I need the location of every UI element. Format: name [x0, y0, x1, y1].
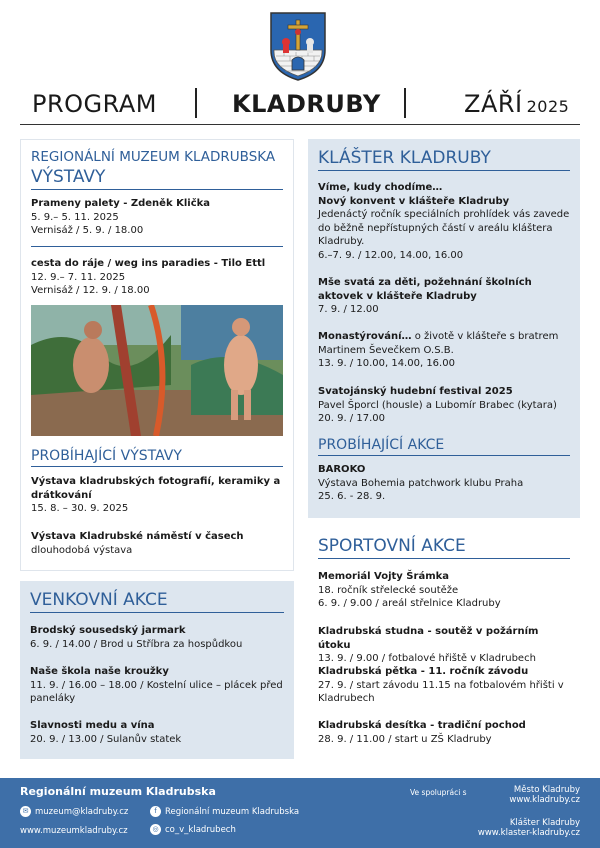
- year-label: 2025: [526, 97, 570, 116]
- footer-facebook[interactable]: f Regionální muzeum Kladrubska: [150, 806, 299, 817]
- sport-event: Kladrubská pětka - 11. ročník závodu 27. 9. / start závodu 11.15 na fotbalovém hřišti v Kladrubech: [318, 666, 564, 704]
- exhibition-painting: [31, 305, 283, 436]
- event-item: Naše škola naše kroužky 11. 9. / 16.00 – 18.00 / Kostelní ulice – plácek před paneláky: [30, 666, 283, 704]
- header-divider: [404, 88, 406, 118]
- sport-event: Kladrubská studna - soutěž v požárním útoku 13. 9. / 9.00 / fotbalové hřiště v Kladrubech: [318, 626, 539, 664]
- footer-town: Město Kladruby www.kladruby.cz: [509, 785, 580, 805]
- exhibition-item: Prameny palety - Zdeněk Klička 5. 9.– 5. 11. 2025 Vernisáž / 5. 9. / 18.00: [31, 198, 211, 236]
- monastery-heading: KLÁŠTER KLADRUBY: [318, 148, 570, 171]
- monastery-event: Víme, kudy chodíme… Nový konvent v klášteře Kladruby Jedenáctý ročník speciálních prohlídek vás zavede do běžně nepřístupných částí v areálu kláštera Kladruby. 6.–7. 9. / 12.00, 14.00, 16.00: [318, 182, 570, 261]
- sport-heading: SPORTOVNÍ AKCE: [318, 536, 570, 559]
- monastery-event: Monastýrování… o životě v klášteře s bratrem Martinem Ševečkem O.S.B. 13. 9. / 10.00, 14.00, 16.00: [318, 331, 559, 369]
- footer-town-link[interactable]: www.kladruby.cz: [509, 795, 580, 805]
- page-header: [20, 88, 580, 122]
- ongoing-events-heading: PROBÍHAJÍCÍ AKCE: [318, 437, 570, 456]
- exhibition-item: cesta do ráje / weg ins paradies - Tilo Ettl 12. 9.– 7. 11. 2025 Vernisáž / 12. 9. / 18.00: [31, 258, 266, 296]
- month-label: ZÁŘÍ 2025: [464, 90, 570, 118]
- exhibitions-heading: VÝSTAVY: [31, 167, 283, 190]
- monastery-section: [308, 139, 580, 518]
- email-icon: ✉: [20, 806, 31, 817]
- outdoor-section: [20, 581, 294, 759]
- footer-email[interactable]: ✉ muzeum@kladruby.cz: [20, 806, 128, 817]
- footer-monastery: Klášter Kladruby www.klaster-kladruby.cz: [477, 818, 580, 838]
- ongoing-exhibitions-heading: PROBÍHAJÍCÍ VÝSTAVY: [31, 448, 283, 467]
- event-item: Brodský sousedský jarmark 6. 9. / 14.00 / Brod u Stříbra za hospůdkou: [30, 625, 243, 650]
- divider: [31, 246, 283, 247]
- footer-monastery-link[interactable]: www.klaster-kladruby.cz: [477, 828, 580, 838]
- museum-section: [20, 139, 294, 571]
- footer-coop: Ve spolupráci s: [410, 788, 467, 797]
- footer-instagram[interactable]: ◎ co_v_kladrubech: [150, 824, 236, 835]
- sport-section: [308, 530, 580, 760]
- monastery-event: Mše svatá za děti, požehnání školních aktovek v klášteře Kladruby 7. 9. / 12.00: [318, 277, 532, 315]
- town-coat-of-arms: [268, 10, 328, 82]
- instagram-icon: ◎: [150, 824, 161, 835]
- ongoing-exhibition-item: Výstava kladrubských fotografií, keramiky a drátkování 15. 8. – 30. 9. 2025: [31, 476, 281, 514]
- footer: [0, 778, 600, 848]
- museum-org: REGIONÁLNÍ MUZEUM KLADRUBSKA: [31, 149, 276, 165]
- sport-event: Kladrubská desítka - tradiční pochod 28. 9. / 11.00 / start u ZŠ Kladruby: [318, 720, 526, 745]
- event-item: Slavnosti medu a vína 20. 9. / 13.00 / Sulanův statek: [30, 720, 182, 745]
- program-label: PROGRAM: [32, 90, 157, 118]
- monastery-event: Svatojánský hudební festival 2025 Pavel Šporcl (housle) a Lubomír Brabec (kytara) 20. 9. / 17.00: [318, 386, 557, 424]
- facebook-icon: f: [150, 806, 161, 817]
- outdoor-heading: VENKOVNÍ AKCE: [30, 590, 284, 613]
- town-title: KLADRUBY: [232, 90, 381, 118]
- footer-web-link[interactable]: www.muzeumkladruby.cz: [20, 826, 128, 836]
- ongoing-event: BAROKO Výstava Bohemia patchwork klubu Praha 25. 6. - 28. 9.: [318, 464, 524, 502]
- header-rule: [20, 124, 580, 125]
- ongoing-exhibition-item: Výstava Kladrubské náměstí v časech dlouhodobá výstava: [31, 531, 244, 556]
- sport-event: Memoriál Vojty Šrámka 18. ročník střelecké soutěže 6. 9. / 9.00 / areál střelnice Kladruby: [318, 571, 501, 609]
- footer-org: Regionální muzeum Kladrubska: [20, 785, 216, 798]
- header-divider: [195, 88, 197, 118]
